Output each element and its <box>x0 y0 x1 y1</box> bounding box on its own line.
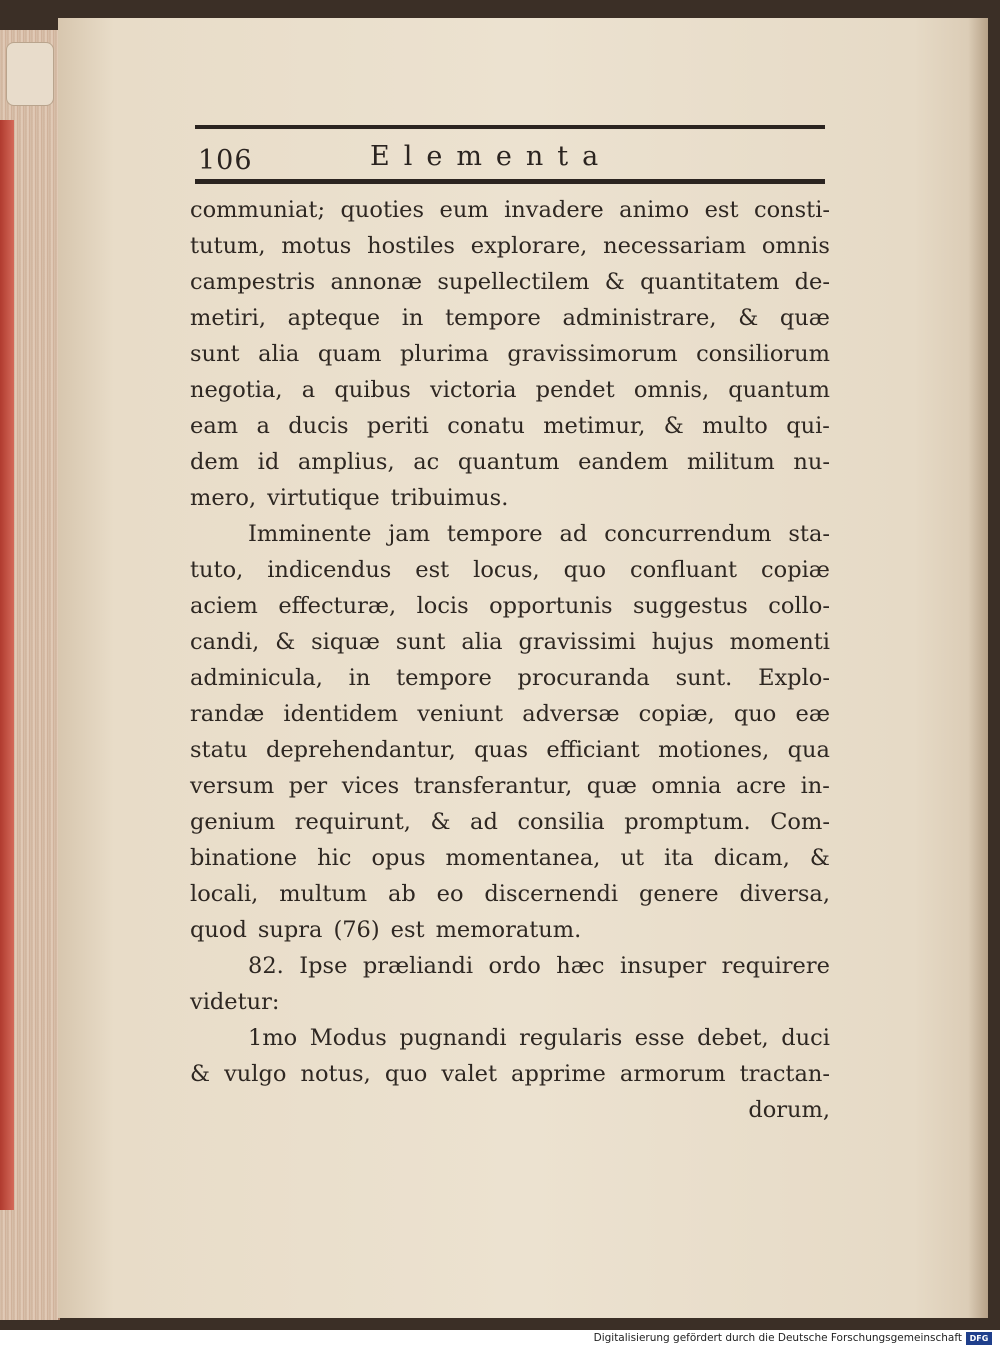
header-rule-bottom <box>195 179 825 184</box>
footer-credit: Digitalisierung gefördert durch die Deutsche Forschungsgemeinschaft <box>593 1332 962 1344</box>
text-line: dem id amplius, ac quantum eandem militum nu- <box>190 449 830 475</box>
text-line: statu deprehendantur, quas efficiant motiones, qua <box>190 737 830 763</box>
text-line: versum per vices transferantur, quæ omnia acre in- <box>190 773 830 799</box>
text-line: genium requirunt, & ad consilia promptum. Com- <box>190 809 830 835</box>
text-line: adminicula, in tempore procuranda sunt. Explo- <box>190 665 830 691</box>
text-line: aciem effecturæ, locis opportunis suggestus collo- <box>190 593 830 619</box>
text-line: campestris annonæ supellectilem & quantitatem de- <box>190 269 830 295</box>
header-rule-top <box>195 125 825 129</box>
text-line: quod supra (76) est memoratum. <box>190 917 582 943</box>
dfg-logo-icon: DFG <box>966 1332 992 1345</box>
text-line: candi, & siquæ sunt alia gravissimi hujus momenti <box>190 629 830 655</box>
text-line: metiri, apteque in tempore administrare, & quæ <box>190 305 830 331</box>
book-red-edge <box>0 120 14 1210</box>
text-line: binatione hic opus momentanea, ut ita dicam, & <box>190 845 830 871</box>
text-line: videtur: <box>190 989 280 1015</box>
text-line: tuto, indicendus est locus, quo confluant copiæ <box>190 557 830 583</box>
page-clip <box>6 42 54 106</box>
text-line: eam a ducis periti conatu metimur, & multo qui- <box>190 413 830 439</box>
text-line: tutum, motus hostiles explorare, necessariam omnis <box>190 233 830 259</box>
catchword: dorum, <box>748 1097 830 1123</box>
text-line: & vulgo notus, quo valet apprime armorum tractan- <box>190 1061 830 1087</box>
text-line: sunt alia quam plurima gravissimorum consiliorum <box>190 341 830 367</box>
text-line: 1mo Modus pugnandi regularis esse debet, duci <box>248 1025 830 1051</box>
text-line: communiat; quoties eum invadere animo est consti- <box>190 197 830 223</box>
text-line: locali, multum ab eo discernendi genere diversa, <box>190 881 830 907</box>
page-number: 106 <box>198 145 253 176</box>
text-line: randæ identidem veniunt adversæ copiæ, quo eæ <box>190 701 830 727</box>
text-line: mero, virtutique tribuimus. <box>190 485 509 511</box>
footer-bar <box>0 1330 1000 1348</box>
text-line: Imminente jam tempore ad concurrendum sta- <box>248 521 830 547</box>
section-line: 82. Ipse præliandi ordo hæc insuper requirere <box>248 953 830 979</box>
running-head: Elementa <box>370 141 613 172</box>
page-gutter-shadow <box>968 18 988 1318</box>
text-line: negotia, a quibus victoria pendet omnis, quantum <box>190 377 830 403</box>
body-text <box>190 192 830 1128</box>
